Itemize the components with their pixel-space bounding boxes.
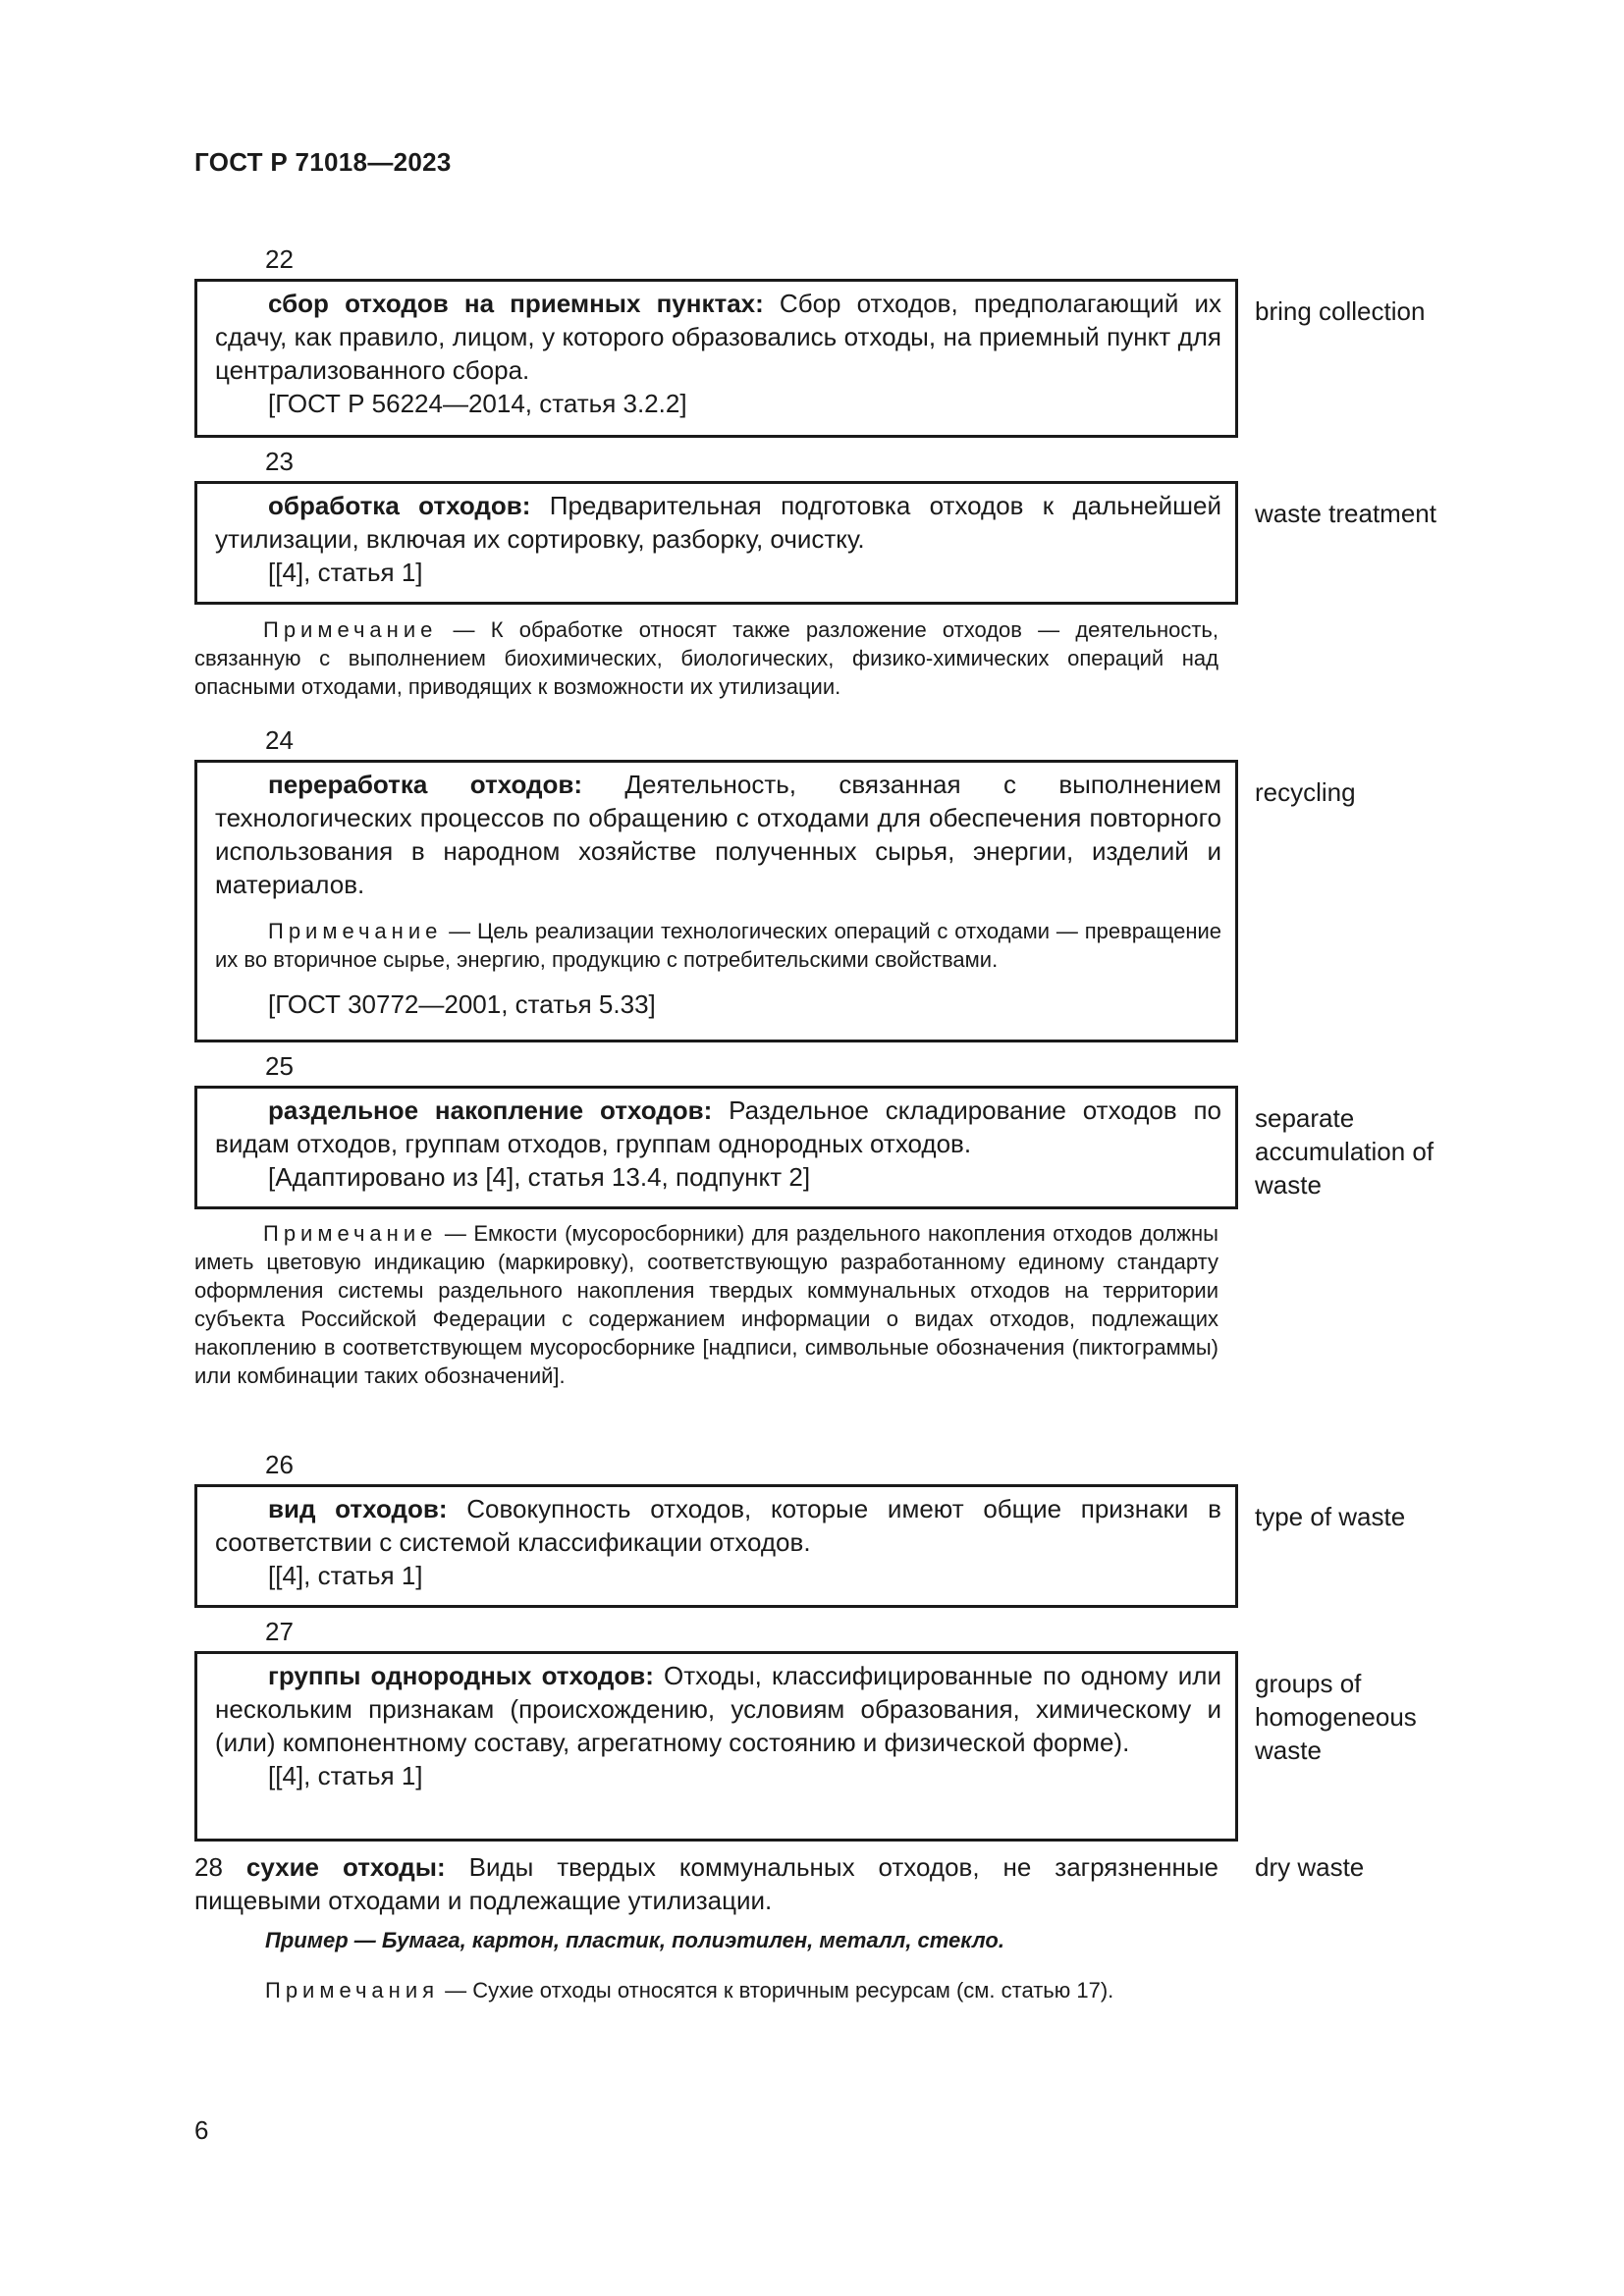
note-label: Примечания bbox=[265, 1978, 440, 2002]
english-equivalent: waste treatment bbox=[1255, 499, 1436, 528]
english-equivalent: dry waste bbox=[1255, 1852, 1365, 1882]
entry-number: 27 bbox=[265, 1617, 294, 1646]
term-source: [[4], статья 1] bbox=[268, 1761, 423, 1790]
term-definition bbox=[215, 287, 1221, 387]
term-box bbox=[194, 1086, 1238, 1209]
note-label: Примечание bbox=[268, 919, 443, 943]
term-name: сбор отходов на приемных пунктах: bbox=[268, 289, 764, 318]
english-equivalent: recycling bbox=[1255, 777, 1356, 807]
term-name: переработка отходов: bbox=[268, 770, 583, 799]
entry-number: 23 bbox=[265, 447, 294, 476]
term-definition bbox=[215, 489, 1221, 556]
note-text: — Сухие отходы относятся к вторичным ресурсам (см. статью 17). bbox=[439, 1978, 1114, 2002]
term-name: вид отходов: bbox=[268, 1494, 448, 1523]
definition-text: Сбор отходов, предполагающий их сдачу, как правило, лицом, у которого образовались отходы, на приемный пункт для централизованного сбора. bbox=[215, 289, 1221, 385]
note bbox=[265, 1976, 1113, 2004]
entry-number: 24 bbox=[265, 725, 294, 755]
term-definition bbox=[215, 1659, 1221, 1759]
term-definition bbox=[215, 768, 1221, 901]
english-equivalent: groups of homogeneous waste bbox=[1255, 1669, 1417, 1765]
document-header: ГОСТ Р 71018—2023 bbox=[194, 147, 452, 177]
definition-text: Деятельность, связанная с выполнением технологических процессов по обращению с отходами для обеспечения повторного использования в народном хозяйстве полученных сырья, энергии, изделий и материалов. bbox=[215, 770, 1221, 899]
note-text: — Емкости (мусоросборники) для раздельного накопления отходов должны иметь цветовую индикацию (маркировку), соответствующую разработанному единому стандарту оформления системы раздельного накопления твердых коммунальных отходов на территории субъекта Российской Федерации с содержанием информации о видах отходов, подлежащих накоплению в соответствующем мусоросборнике [надписи, символьные обозначения (пиктограммы) или комбинации таких обозначений]. bbox=[194, 1221, 1218, 1388]
term-box bbox=[194, 1651, 1238, 1842]
entry-number: 28 bbox=[194, 1852, 223, 1882]
term-box bbox=[194, 760, 1238, 1042]
term-source: [[4], статья 1] bbox=[268, 558, 423, 587]
term-name: раздельное накопление отходов: bbox=[268, 1095, 713, 1125]
term-source: [ГОСТ Р 56224—2014, статья 3.2.2] bbox=[268, 389, 687, 418]
term-definition bbox=[215, 1094, 1221, 1160]
note-label: Примечание bbox=[263, 1221, 438, 1246]
definition-text: Виды твердых коммунальных отходов, не загрязненные пищевыми отходами и подлежащие утилизации. bbox=[194, 1852, 1218, 1915]
term-source: [[4], статья 1] bbox=[268, 1561, 423, 1590]
note-text: — К обработке относят также разложение отходов — деятельность, связанную с выполнением биохимических, биологических, физико-химических операций над опасными отходами, приводящих к возможности их утилизации. bbox=[194, 617, 1218, 699]
definition-text: Раздельное складирование отходов по видам отходов, группам отходов, группам однородных отходов. bbox=[215, 1095, 1222, 1158]
term-name: обработка отходов: bbox=[268, 491, 531, 520]
definition-text: Предварительная подготовка отходов к дальнейшей утилизации, включая их сортировку, разборку, очистку. bbox=[215, 491, 1222, 554]
term-source: [Адаптировано из [4], статья 13.4, подпункт 2] bbox=[268, 1162, 811, 1192]
note-text: — Цель реализации технологических операций с отходами — превращение их во вторичное сырье, энергию, продукцию с потребительскими свойствами. bbox=[215, 919, 1221, 972]
page-number: 6 bbox=[194, 2115, 209, 2145]
entry-number: 25 bbox=[265, 1051, 294, 1081]
term-box bbox=[194, 279, 1238, 438]
term-box bbox=[194, 1484, 1238, 1608]
definition-text: Отходы, классифицированные по одному или нескольким признакам (происхождению, условиям образования, химическому и (или) компонентному составу, агрегатному состоянию и физической форме). bbox=[215, 1661, 1222, 1757]
english-equivalent: separate accumulation of waste bbox=[1255, 1103, 1435, 1200]
english-equivalent: bring collection bbox=[1255, 296, 1426, 326]
term-name: группы однородных отходов: bbox=[268, 1661, 654, 1690]
note-label: Примечание bbox=[263, 617, 438, 642]
note bbox=[194, 1219, 1218, 1390]
english-equivalent: type of waste bbox=[1255, 1502, 1406, 1531]
entry-number: 26 bbox=[265, 1450, 294, 1479]
note bbox=[194, 615, 1218, 701]
definition-text: Совокупность отходов, которые имеют общие признаки в соответствии с системой классификации отходов. bbox=[215, 1494, 1221, 1557]
term-source: [ГОСТ 30772—2001, статья 5.33] bbox=[268, 989, 656, 1019]
term-definition bbox=[215, 1492, 1221, 1559]
term-name: сухие отходы: bbox=[245, 1852, 446, 1882]
note bbox=[215, 917, 1221, 974]
term-box bbox=[194, 481, 1238, 605]
term-definition bbox=[194, 1850, 1218, 1917]
example: Пример — Бумага, картон, пластик, полиэтилен, металл, стекло. bbox=[265, 1928, 1004, 1952]
entry-number: 22 bbox=[265, 244, 294, 274]
